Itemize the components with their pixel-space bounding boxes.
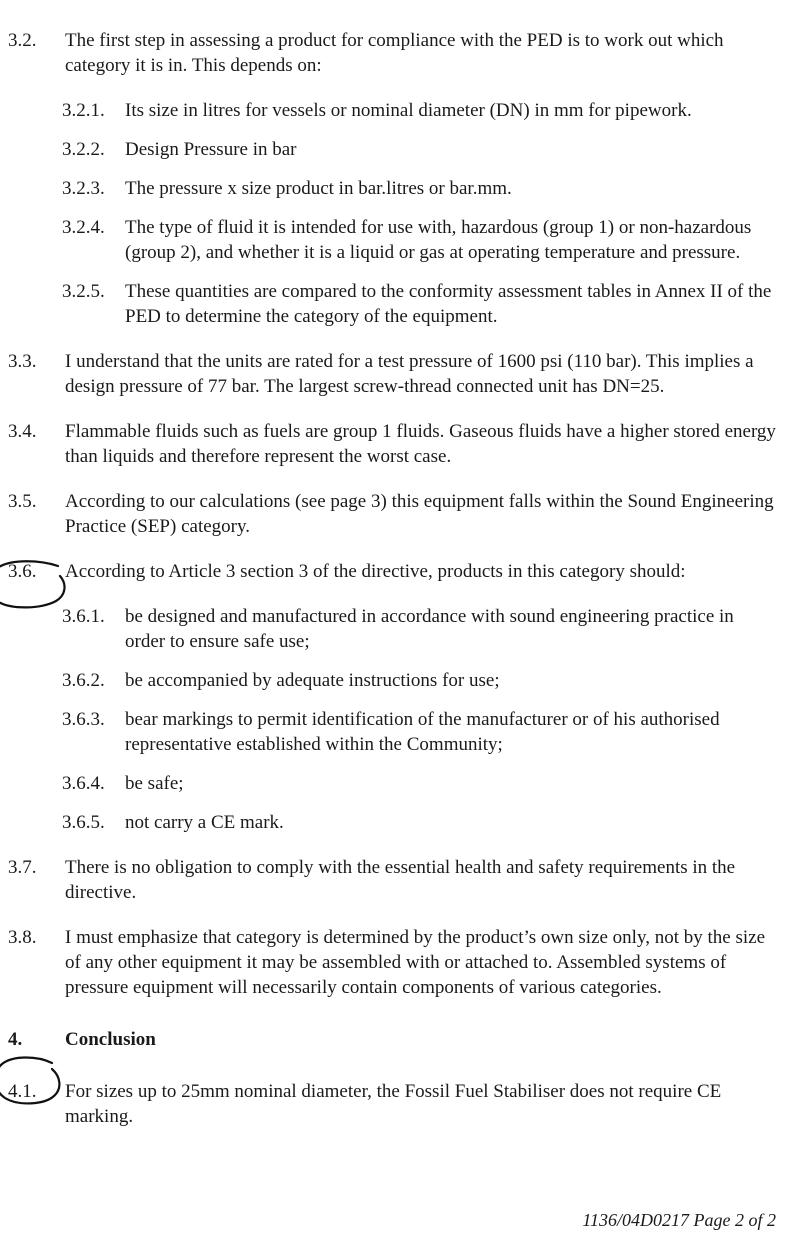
- clause-number: 3.6.: [8, 561, 37, 582]
- clause-3-3: [8, 349, 776, 399]
- clause-text: These quantities are compared to the conformity assessment tables in Annex II of the PED to determine the category of the equipment.: [125, 281, 772, 327]
- clause-number: 3.5.: [8, 491, 37, 512]
- clause-number: 3.4.: [8, 421, 37, 442]
- clause-3-2-2: [8, 137, 776, 162]
- clause-3-4: [8, 419, 776, 469]
- clause-number: 3.2.5.: [62, 281, 105, 302]
- clause-text: There is no obligation to comply with the essential health and safety requirements in the directive.: [65, 857, 736, 903]
- clause-text: not carry a CE mark.: [125, 812, 284, 833]
- clause-3-2-3: [8, 176, 776, 201]
- section-title: Conclusion: [65, 1029, 156, 1050]
- clause-3-8: [8, 925, 776, 1000]
- spacer: [8, 1066, 776, 1079]
- clause-text: be accompanied by adequate instructions for use;: [125, 670, 500, 691]
- clause-text: According to our calculations (see page 3) this equipment falls within the Sound Engineering Practice (SEP) category.: [65, 491, 774, 537]
- clause-3-6-2: [8, 668, 776, 693]
- clause-number: 3.3.: [8, 351, 37, 372]
- clause-3-2: [8, 28, 776, 78]
- clause-3-2-4: [8, 215, 776, 265]
- clause-number: 3.6.2.: [62, 670, 105, 691]
- clause-number: 3.6.1.: [62, 606, 105, 627]
- clause-number: 3.2.: [8, 30, 37, 51]
- clause-text: The type of fluid it is intended for use with, hazardous (group 1) or non-hazardous (group 2), and whether it is a liquid or gas at operating temperature and pressure.: [125, 217, 752, 263]
- clause-3-2-5: [8, 279, 776, 329]
- clause-text: Design Pressure in bar: [125, 139, 297, 160]
- clause-text: According to Article 3 section 3 of the directive, products in this category should:: [65, 561, 686, 582]
- page-footer: 1136/04D0217 Page 2 of 2: [582, 1210, 776, 1230]
- clause-number: 3.2.2.: [62, 139, 105, 160]
- clause-text: be designed and manufactured in accordance with sound engineering practice in order to ensure safe use;: [125, 606, 734, 652]
- clause-text: Flammable fluids such as fuels are group 1 fluids. Gaseous fluids have a higher stored energy than liquids and therefore represent the worst case.: [65, 421, 776, 467]
- clause-3-6-4: [8, 771, 776, 796]
- clause-3-7: [8, 855, 776, 905]
- spacer: [8, 1014, 776, 1027]
- section-number: 4.: [8, 1029, 23, 1050]
- clause-number: 3.6.4.: [62, 773, 105, 794]
- clause-3-6: [8, 559, 776, 584]
- clause-3-2-1: [8, 98, 776, 123]
- clause-4-1: [8, 1079, 776, 1129]
- clause-number: 3.6.3.: [62, 709, 105, 730]
- clause-text: I must emphasize that category is determined by the product’s own size only, not by the size of any other equipment it may be assembled with or attached to. Assembled systems of pressure equipment will necessarily contain components of various categories.: [65, 927, 766, 998]
- clause-text: bear markings to permit identification of the manufacturer or of his authorised representative established within the Community;: [125, 709, 720, 755]
- clause-text: The pressure x size product in bar.litres or bar.mm.: [125, 178, 512, 199]
- clause-number: 3.2.4.: [62, 217, 105, 238]
- clause-text: The first step in assessing a product for compliance with the PED is to work out which category it is in. This depends on:: [65, 30, 724, 76]
- clause-3-6-5: [8, 810, 776, 835]
- clause-3-6-1: [8, 604, 776, 654]
- clause-text: Its size in litres for vessels or nominal diameter (DN) in mm for pipework.: [125, 100, 692, 121]
- clause-3-6-3: [8, 707, 776, 757]
- clause-3-5: [8, 489, 776, 539]
- section-heading-conclusion: [8, 1027, 776, 1052]
- clause-number: 3.6.5.: [62, 812, 105, 833]
- clause-number: 3.8.: [8, 927, 37, 948]
- clause-text: For sizes up to 25mm nominal diameter, the Fossil Fuel Stabiliser does not require CE marking.: [65, 1081, 722, 1127]
- clause-text: I understand that the units are rated for a test pressure of 1600 psi (110 bar). This implies a design pressure of 77 bar. The largest screw-thread connected unit has DN=25.: [65, 351, 754, 397]
- clause-number: 3.2.1.: [62, 100, 105, 121]
- clause-number: 4.1.: [8, 1081, 37, 1102]
- clause-number: 3.2.3.: [62, 178, 105, 199]
- clause-number: 3.7.: [8, 857, 37, 878]
- clause-text: be safe;: [125, 773, 184, 794]
